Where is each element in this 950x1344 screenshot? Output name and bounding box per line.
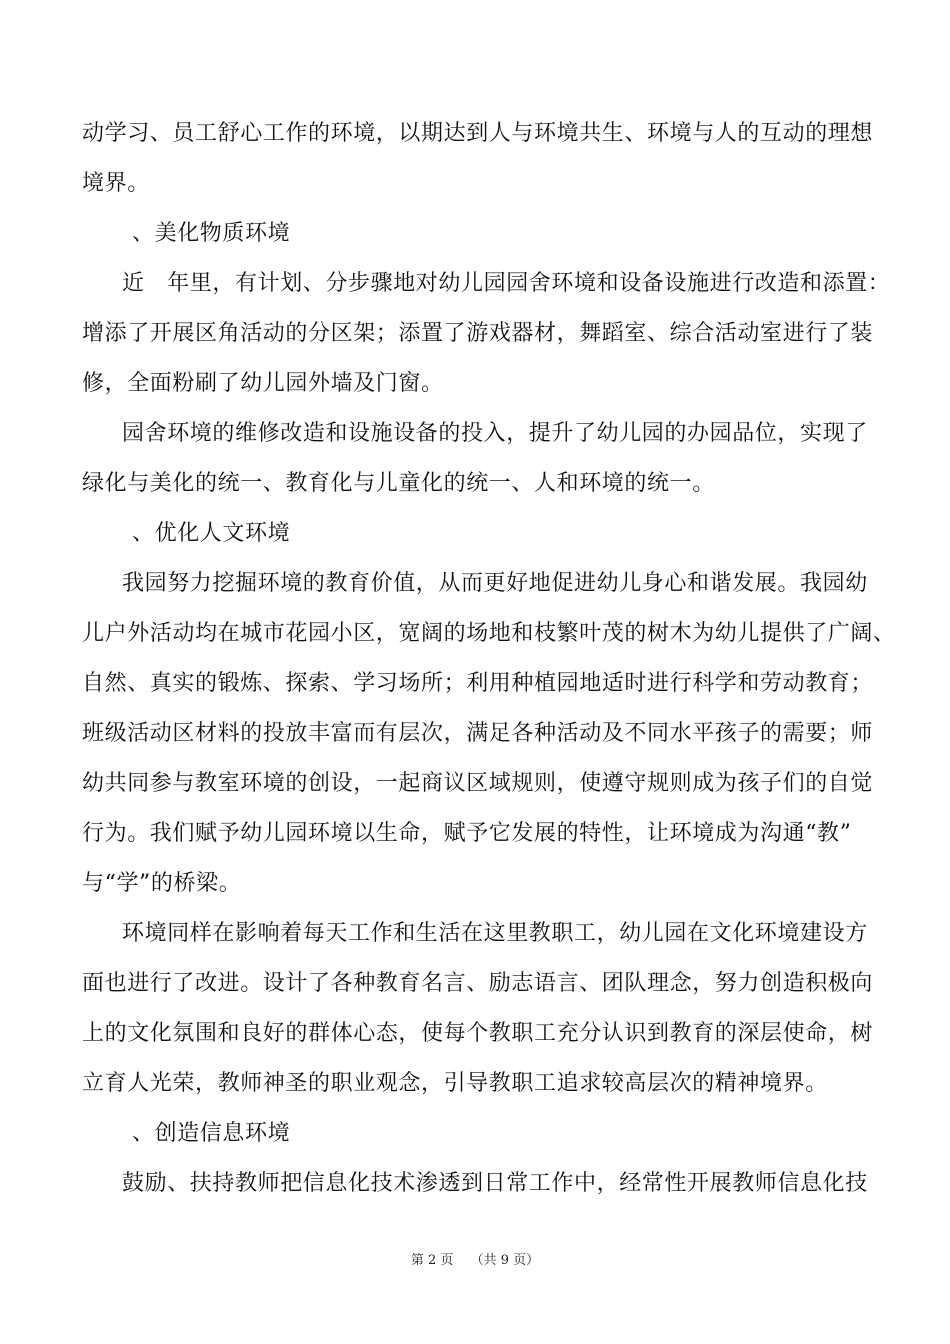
paragraph-line: 班级活动区材料的投放丰富而有层次，满足各种活动及不同水平孩子的需要；师 [82,721,874,746]
paragraph-line: 幼共同参与教室环境的创设，一起商议区域规则，使遵守规则成为孩子们的自觉 [82,771,874,796]
section-heading: 、美化物质环境 [132,221,291,246]
paragraph-line: 增添了开展区角活动的分区架；添置了游戏器材，舞蹈室、综合活动室进行了装 [82,321,874,346]
paragraph-line: 与“学”的桥梁。 [82,871,242,896]
section-heading: 、创造信息环境 [132,1121,291,1146]
paragraph-line: 我园努力挖掘环境的教育价值，从而更好地促进幼儿身心和谐发展。我园幼 [122,571,868,596]
paragraph-line: 鼓励、扶持教师把信息化技术渗透到日常工作中，经常性开展教师信息化技 [122,1171,868,1196]
paragraph-line: 自然、真实的锻炼、探索、学习场所；利用种植园地适时进行科学和劳动教育； [82,671,874,696]
paragraph-line: 绿化与美化的统一、教育化与儿童化的统一、人和环境的统一。 [82,471,715,496]
paragraph-line: 上的文化氛围和良好的群体心态，使每个教职工充分认识到教育的深层使命，树 [82,1021,874,1046]
paragraph-line: 面也进行了改进。设计了各种教育名言、励志语言、团队理念，努力创造积极向 [82,971,874,996]
paragraph-line: 行为。我们赋予幼儿园环境以生命，赋予它发展的特性，让环境成为沟通“教” [82,821,852,846]
paragraph-line: 园舍环境的维修改造和设施设备的投入，提升了幼儿园的办园品位，实现了 [122,421,868,446]
paragraph-line: 境界。 [82,171,150,196]
paragraph-line: 动学习、员工舒心工作的环境，以期达到人与环境共生、环境与人的互动的理想 [82,121,874,146]
page-footer: 第 2 页 （共 9 页） [410,1253,540,1268]
paragraph-line: 儿户外活动均在城市花园小区，宽阔的场地和枝繁叶茂的树木为幼儿提供了广阔、 [82,621,896,646]
section-heading: 、优化人文环境 [132,521,291,546]
paragraph-line: 立育人光荣，教师神圣的职业观念，引导教职工追求较高层次的精神境界。 [82,1071,828,1096]
paragraph-line: 修，全面粉刷了幼儿园外墙及门窗。 [82,371,444,396]
paragraph-line: 环境同样在影响着每天工作和生活在这里教职工，幼儿园在文化环境建设方 [122,921,868,946]
paragraph-line: 近 年里，有计划、分步骤地对幼儿园园舍环境和设备设施进行改造和添置： [122,271,891,296]
